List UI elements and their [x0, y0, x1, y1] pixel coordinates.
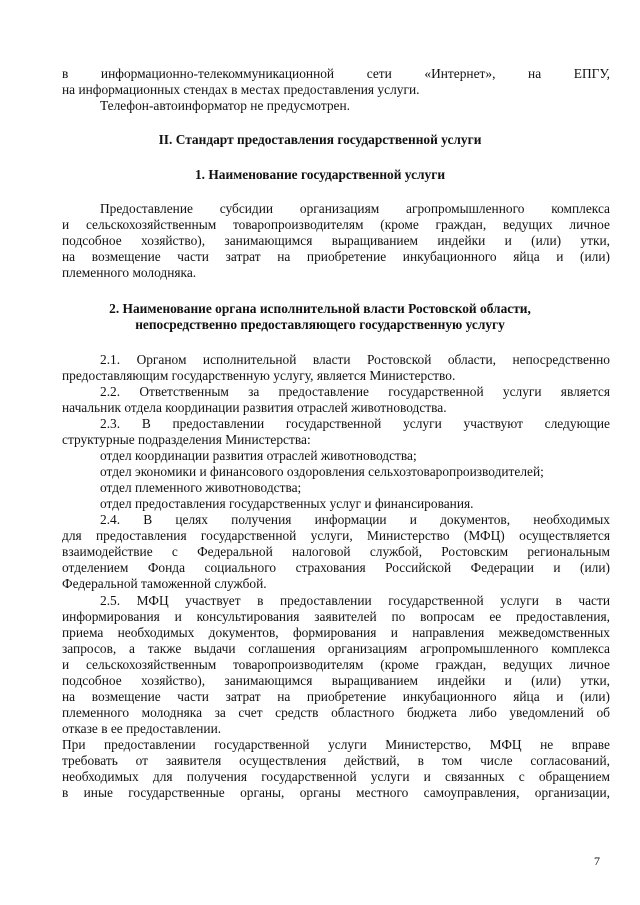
text-line: и сельскохозяйственным товаропроизводителям (кроме граждан, ведущих личное [62, 657, 610, 672]
text-line: в информационно-телекоммуникационной сети «Интернет», на ЕПГУ, [62, 66, 610, 81]
text-line: 2.4. В целях получения информации и документов, необходимых [100, 512, 610, 527]
text-line: запросов, а также выдачи соглашения организациям агропромышленного комплекса [62, 641, 610, 656]
text-line: на возмещение части затрат на приобретение инкубационного яйца и (или) [62, 249, 610, 264]
text-line: начальник отдела координации развития отраслей животноводства. [62, 400, 447, 415]
text-line: на возмещение части затрат на приобретение инкубационного яйца и (или) [62, 689, 610, 704]
text-line: 2.1. Органом исполнительной власти Ростовской области, непосредственно [100, 352, 610, 367]
text-line: предоставляющим государственную услугу, является Министерство. [62, 368, 456, 383]
section-heading: II. Стандарт предоставления государственной услуги [158, 132, 482, 147]
text-line: необходимых для получения государственной услуги и связанных с обращением [62, 769, 610, 784]
text-line: отдел предоставления государственных услуг и финансирования. [100, 496, 474, 511]
text-line: взаимодействие с Федеральной налоговой службой, Ростовским региональным [62, 544, 610, 559]
text-line: информирования и консультирования заявителей по вопросам ее предоставления, [62, 609, 610, 624]
text-line: отдел племенного животноводства; [100, 480, 302, 495]
subsection-heading: 1. Наименование государственной услуги [194, 167, 446, 182]
text-line: требовать от заявителя осуществления действий, в том числе согласований, [62, 753, 610, 768]
text-line: подсобное хозяйство), занимающимся выращиванием индейки и (или) утки, [62, 673, 610, 688]
text-line: отдел экономики и финансового оздоровления сельхозтоваропроизводителей; [100, 464, 544, 479]
text-line: отдел координации развития отраслей животноводства; [100, 448, 417, 463]
text-line: приема необходимых документов, формирования и направления межведомственных [62, 625, 610, 640]
page-number: 7 [594, 854, 600, 868]
text-line: племенного молодняка за счет средств областного бюджета либо уведомлений об [62, 705, 610, 720]
text-line: в иные государственные органы, органы местного самоуправления, организации, [62, 785, 610, 800]
text-line: 2.2. Ответственным за предоставление государственной услуги является [100, 384, 610, 399]
subsection-heading: 2. Наименование органа исполнительной власти Ростовской области, [109, 301, 531, 316]
text-line: для предоставления государственной услуги, Министерство (МФЦ) осуществляется [62, 528, 610, 543]
text-line: подсобное хозяйство), занимающимся выращиванием индейки и (или) утки, [62, 233, 610, 248]
subsection-heading: непосредственно предоставляющего государственную услугу [135, 317, 505, 332]
text-line: При предоставлении государственной услуги Министерство, МФЦ не вправе [62, 737, 610, 752]
text-line: Телефон-автоинформатор не предусмотрен. [100, 98, 350, 113]
text-line: и сельскохозяйственным товаропроизводителям (кроме граждан, ведущих личное [62, 217, 610, 232]
text-line: 2.3. В предоставлении государственной услуги участвуют следующие [100, 416, 610, 431]
text-line: Федеральной таможенной службой. [62, 576, 267, 591]
text-line: структурные подразделения Министерства: [62, 432, 311, 447]
text-line: Предоставление субсидии организациям агропромышленного комплекса [100, 201, 610, 216]
text-line: племенного молодняка. [62, 265, 197, 280]
text-line: на информационных стендах в местах предоставления услуги. [62, 82, 420, 97]
text-line: отделением Фонда социального страхования Российской Федерации и (или) [62, 560, 610, 575]
text-line: отказе в ее предоставлении. [62, 721, 222, 736]
text-line: 2.5. МФЦ участвует в предоставлении государственной услуги в части [100, 593, 610, 608]
